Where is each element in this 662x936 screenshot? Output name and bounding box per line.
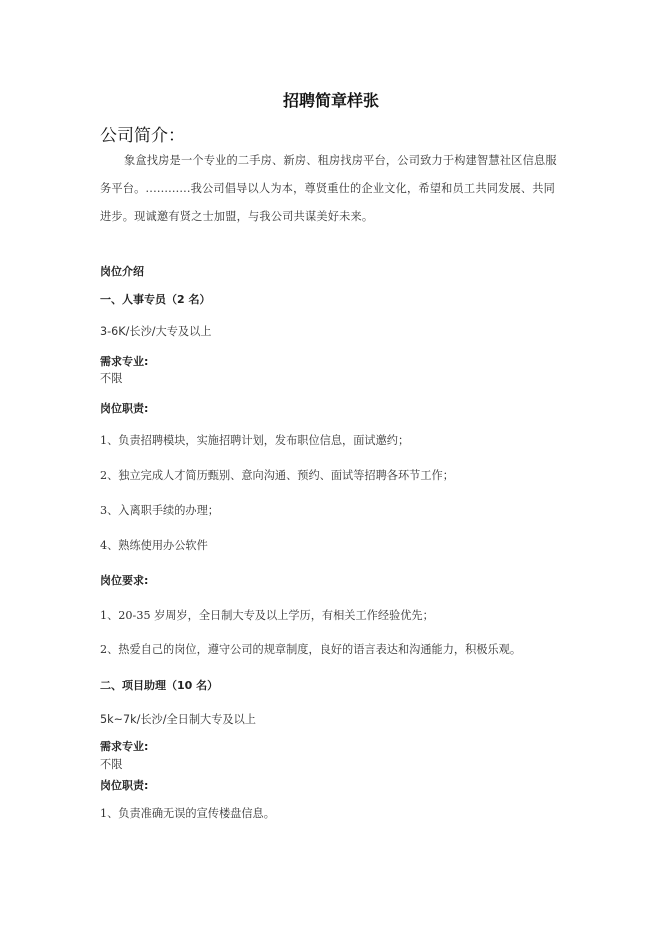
position-1-duty-item: 3、入离职手续的办理； xyxy=(100,504,219,517)
position-1-duty-item: 1、负责招聘模块，实施招聘计划，发布职位信息，面试邀约； xyxy=(100,434,410,447)
position-1-duty-item: 4、熟练使用办公软件 xyxy=(100,539,208,552)
position-1-title: 一、人事专员（2 名） xyxy=(100,293,211,306)
position-1-major-label: 需求专业: xyxy=(100,355,149,368)
position-1-duties-label: 岗位职责: xyxy=(100,402,149,415)
position-1-summary: 3-6K/长沙/大专及以上 xyxy=(100,325,212,338)
position-1-duty-item: 2、独立完成人才简历甄别、意向沟通、预约、面试等招聘各环节工作； xyxy=(100,469,454,482)
positions-heading: 岗位介绍 xyxy=(100,265,144,278)
position-1-requirements-label: 岗位要求: xyxy=(100,574,149,587)
position-2-duty-item: 1、负责准确无误的宣传楼盘信息。 xyxy=(100,807,275,820)
position-2-title: 二、项目助理（10 名） xyxy=(100,679,219,692)
company-intro-heading: 公司简介： xyxy=(100,126,185,146)
position-2-major-label: 需求专业: xyxy=(100,740,149,753)
position-1-requirement-item: 2、热爱自己的岗位，遵守公司的规章制度，良好的语言表达和沟通能力，积极乐观。 xyxy=(100,643,522,656)
position-2-duties-label: 岗位职责: xyxy=(100,779,149,792)
position-2-major-value: 不限 xyxy=(100,758,123,771)
page-title: 招聘简章样张 xyxy=(282,91,379,110)
position-1-requirement-item: 1、20-35 岁周岁，全日制大专及以上学历，有相关工作经验优先； xyxy=(100,609,434,622)
company-intro-body: 象盒找房是一个专业的二手房、新房、租房找房平台，公司致力于构建智慧社区信息服务平台。............我公司倡导以人为本，尊贤重仕的企业文化，希望和员工共同发展、共同进步。现诚邀有贤之士加盟，与我公司共谋美好未来。 xyxy=(100,154,557,223)
position-1-major-value: 不限 xyxy=(100,372,123,385)
position-2-summary: 5k~7k/长沙/全日制大专及以上 xyxy=(100,713,256,726)
